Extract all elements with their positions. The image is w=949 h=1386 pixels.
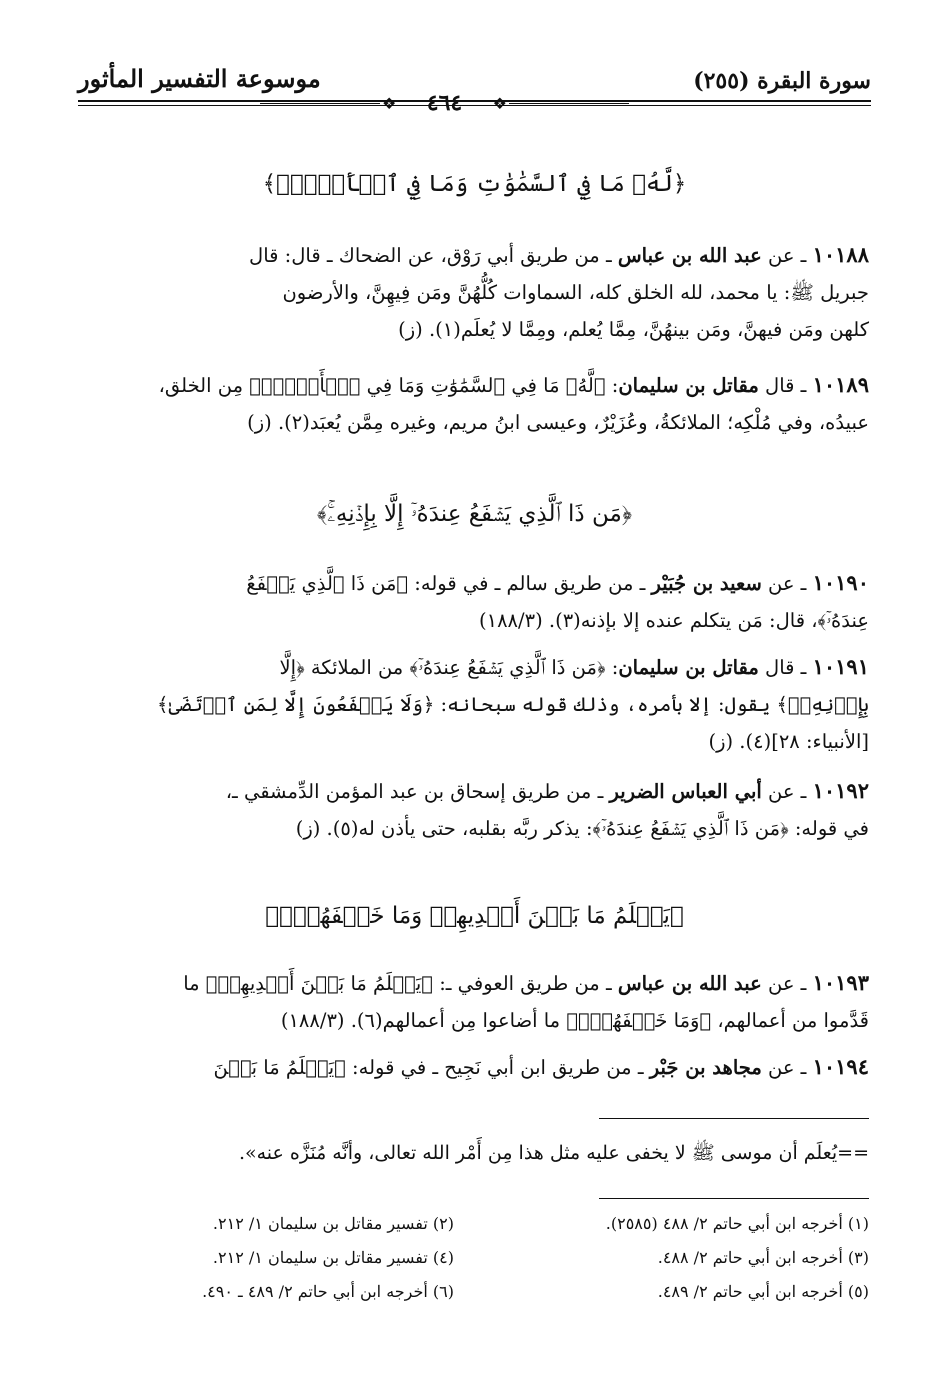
narration-line: في قوله: ﴿مَن ذَا ٱلَّذِي يَشۡفَعُ عِندَهُۥٓ﴾: يذكر ربَّه بقلبه، حتى يأذن له(٥). (ز) <box>295 817 869 840</box>
footnotes-separator <box>599 1198 869 1199</box>
page-number: ٤٦٤ <box>426 90 463 116</box>
narration-line: ١٠١٩١ ـ قال مقاتل بن سليمان: ﴿مَن ذَا ٱلَّذِي يَشۡفَعُ عِندَهُۥٓ﴾ من الملائكة ﴿إِلَّا <box>279 654 869 679</box>
narration-line: ١٠١٨٩ ـ قال مقاتل بن سليمان: ﴿لَّهُۥ مَا فِي ٱلسَّمَٰوَٰتِ وَمَا فِي ٱلۡأَرۡضِۗ﴾ مِن الخلق، <box>158 372 869 397</box>
narration-line: ١٠١٩٢ ـ عن أبي العباس الضرير ـ من طريق إسحاق بن عبد المؤمن الدِّمشقي ـ، <box>225 778 869 803</box>
book-title: موسوعة التفسير المأثور <box>78 64 321 93</box>
ornament-left-icon: ❖ <box>382 94 397 113</box>
narration-number: ١٠١٨٨ <box>812 242 869 267</box>
narrator-name: سعيد بن جُبَيْر <box>651 572 762 595</box>
verse-heading: ﴿مَن ذَا ٱلَّذِي يَشۡفَعُ عِندَهُۥٓ إِلَّا بِإِذۡنِهِۦۚ﴾ <box>316 501 632 527</box>
narration-number: ١٠١٩١ <box>812 654 869 679</box>
narrator-name: أبي العباس الضرير <box>609 780 762 803</box>
narration-10189 <box>80 366 869 441</box>
narration-line: ١٠١٩٤ ـ عن مجاهد بن جَبْر ـ من طريق ابن أبي نَجِيح ـ في قوله: ﴿يَعۡلَمُ مَا بَيۡنَ <box>213 1054 869 1079</box>
narrator-name: عبد الله بن عباس <box>617 244 762 267</box>
footnote: (٢) تفسير مقاتل بن سليمان ١/ ٢١٢. <box>212 1214 454 1233</box>
narration-number: ١٠١٩٣ <box>812 970 869 995</box>
notes-separator <box>599 1118 869 1119</box>
verse-heading: ﴿يَعۡلَمُ مَا بَيۡنَ أَيۡدِيهِمۡ وَمَا خَلۡفَهُمۡۖ﴾ <box>265 903 684 929</box>
narration-10191 <box>80 648 869 760</box>
narration-number: ١٠١٩٢ <box>812 778 869 803</box>
narrator-name: مقاتل بن سليمان <box>618 656 759 679</box>
continued-note: ==يُعلَم أن موسى ﷺ لا يخفى عليه مثل هذا مِن أَمْر الله تعالى، وأنَّه مُنَزَّه عنه». <box>238 1142 869 1164</box>
footnote: (١) أخرجه ابن أبي حاتم ٢/ ٤٨٨ (٢٥٨٥). <box>605 1214 869 1233</box>
narration-10193 <box>80 964 869 1039</box>
narration-10188 <box>80 236 869 348</box>
narration-number: ١٠١٩٠ <box>812 570 869 595</box>
narration-line: ١٠١٩٠ ـ عن سعيد بن جُبَيْر ـ من طريق سالم ـ في قوله: ﴿مَن ذَا ٱلَّذِي يَشۡفَعُ <box>246 570 869 595</box>
ornament-right-icon: ❖ <box>492 94 507 113</box>
narration-10192 <box>80 772 869 847</box>
narrator-name: عبد الله بن عباس <box>617 972 762 995</box>
footnote: (٣) أخرجه ابن أبي حاتم ٢/ ٤٨٨. <box>657 1248 869 1267</box>
narrator-name: مجاهد بن جَبْر <box>649 1056 762 1079</box>
narration-10194 <box>80 1048 869 1086</box>
narrator-name: مقاتل بن سليمان <box>618 374 759 397</box>
footnote: (٦) أخرجه ابن أبي حاتم ٢/ ٤٨٩ ـ ٤٩٠. <box>202 1282 454 1301</box>
narration-10190 <box>80 564 869 639</box>
footnote: (٥) أخرجه ابن أبي حاتم ٢/ ٤٨٩. <box>657 1282 869 1301</box>
narration-line: عبيدُه، وفي مُلْكِه؛ الملائكةُ، وعُزَيْرٌ، وعيسى ابنُ مريم، وغيره مِمَّن يُعبَد(٢). (ز) <box>247 411 869 434</box>
surah-title: سورة البقرة (٢٥٥) <box>693 68 871 94</box>
page-number-row <box>260 92 629 116</box>
narration-line: [الأنبياء: ٢٨](٤). (ز) <box>708 730 869 753</box>
narration-line: ١٠١٩٣ ـ عن عبد الله بن عباس ـ من طريق العوفي ـ: ﴿يَعۡلَمُ مَا بَيۡنَ أَيۡدِيهِمۡ﴾ ما <box>183 970 869 995</box>
narration-line: جبريل ﷺ: يا محمد، لله الخلق كله، السماوات كُلُّهُنَّ ومَن فِيهِنَّ، والأرضون <box>282 281 869 304</box>
narration-line: عِندَهُۥٓ﴾، قال: مَن يتكلم عنده إلا بإذنه(٣). (١٨٨/٣) <box>478 609 869 632</box>
narration-number: ١٠١٨٩ <box>812 372 869 397</box>
narration-number: ١٠١٩٤ <box>812 1054 869 1079</box>
narration-line: قَدَّموا من أعمالهم، ﴿وَمَا خَلۡفَهُمۡۖ﴾ ما أضاعوا مِن أعمالهم(٦). (١٨٨/٣) <box>280 1009 869 1032</box>
narration-line: بِإِذۡنِهِۦۚ﴾ يقول: إلا بأمره، وذلك قوله سبحانه: ﴿وَلَا يَشۡفَعُونَ إِلَّا لِمَنِ ٱرۡتَضَىٰ﴾ <box>157 693 869 716</box>
page-number-rule-right <box>509 103 629 104</box>
narration-line: ١٠١٨٨ ـ عن عبد الله بن عباس ـ من طريق أبي رَوْق، عن الضحاك ـ قال: قال <box>249 242 869 267</box>
footnote: (٤) تفسير مقاتل بن سليمان ١/ ٢١٢. <box>212 1248 454 1267</box>
narration-line: كلهن ومَن فيهنَّ، ومَن بينهُنَّ، مِمَّا يُعلم، ومِمَّا لا يُعلَم(١). (ز) <box>398 318 869 341</box>
verse-heading: ﴿لَّهُۥ مَا فِي ٱلسَّمَٰوَٰتِ وَمَا فِي ٱلۡأَرۡضِۗ﴾ <box>262 171 687 197</box>
